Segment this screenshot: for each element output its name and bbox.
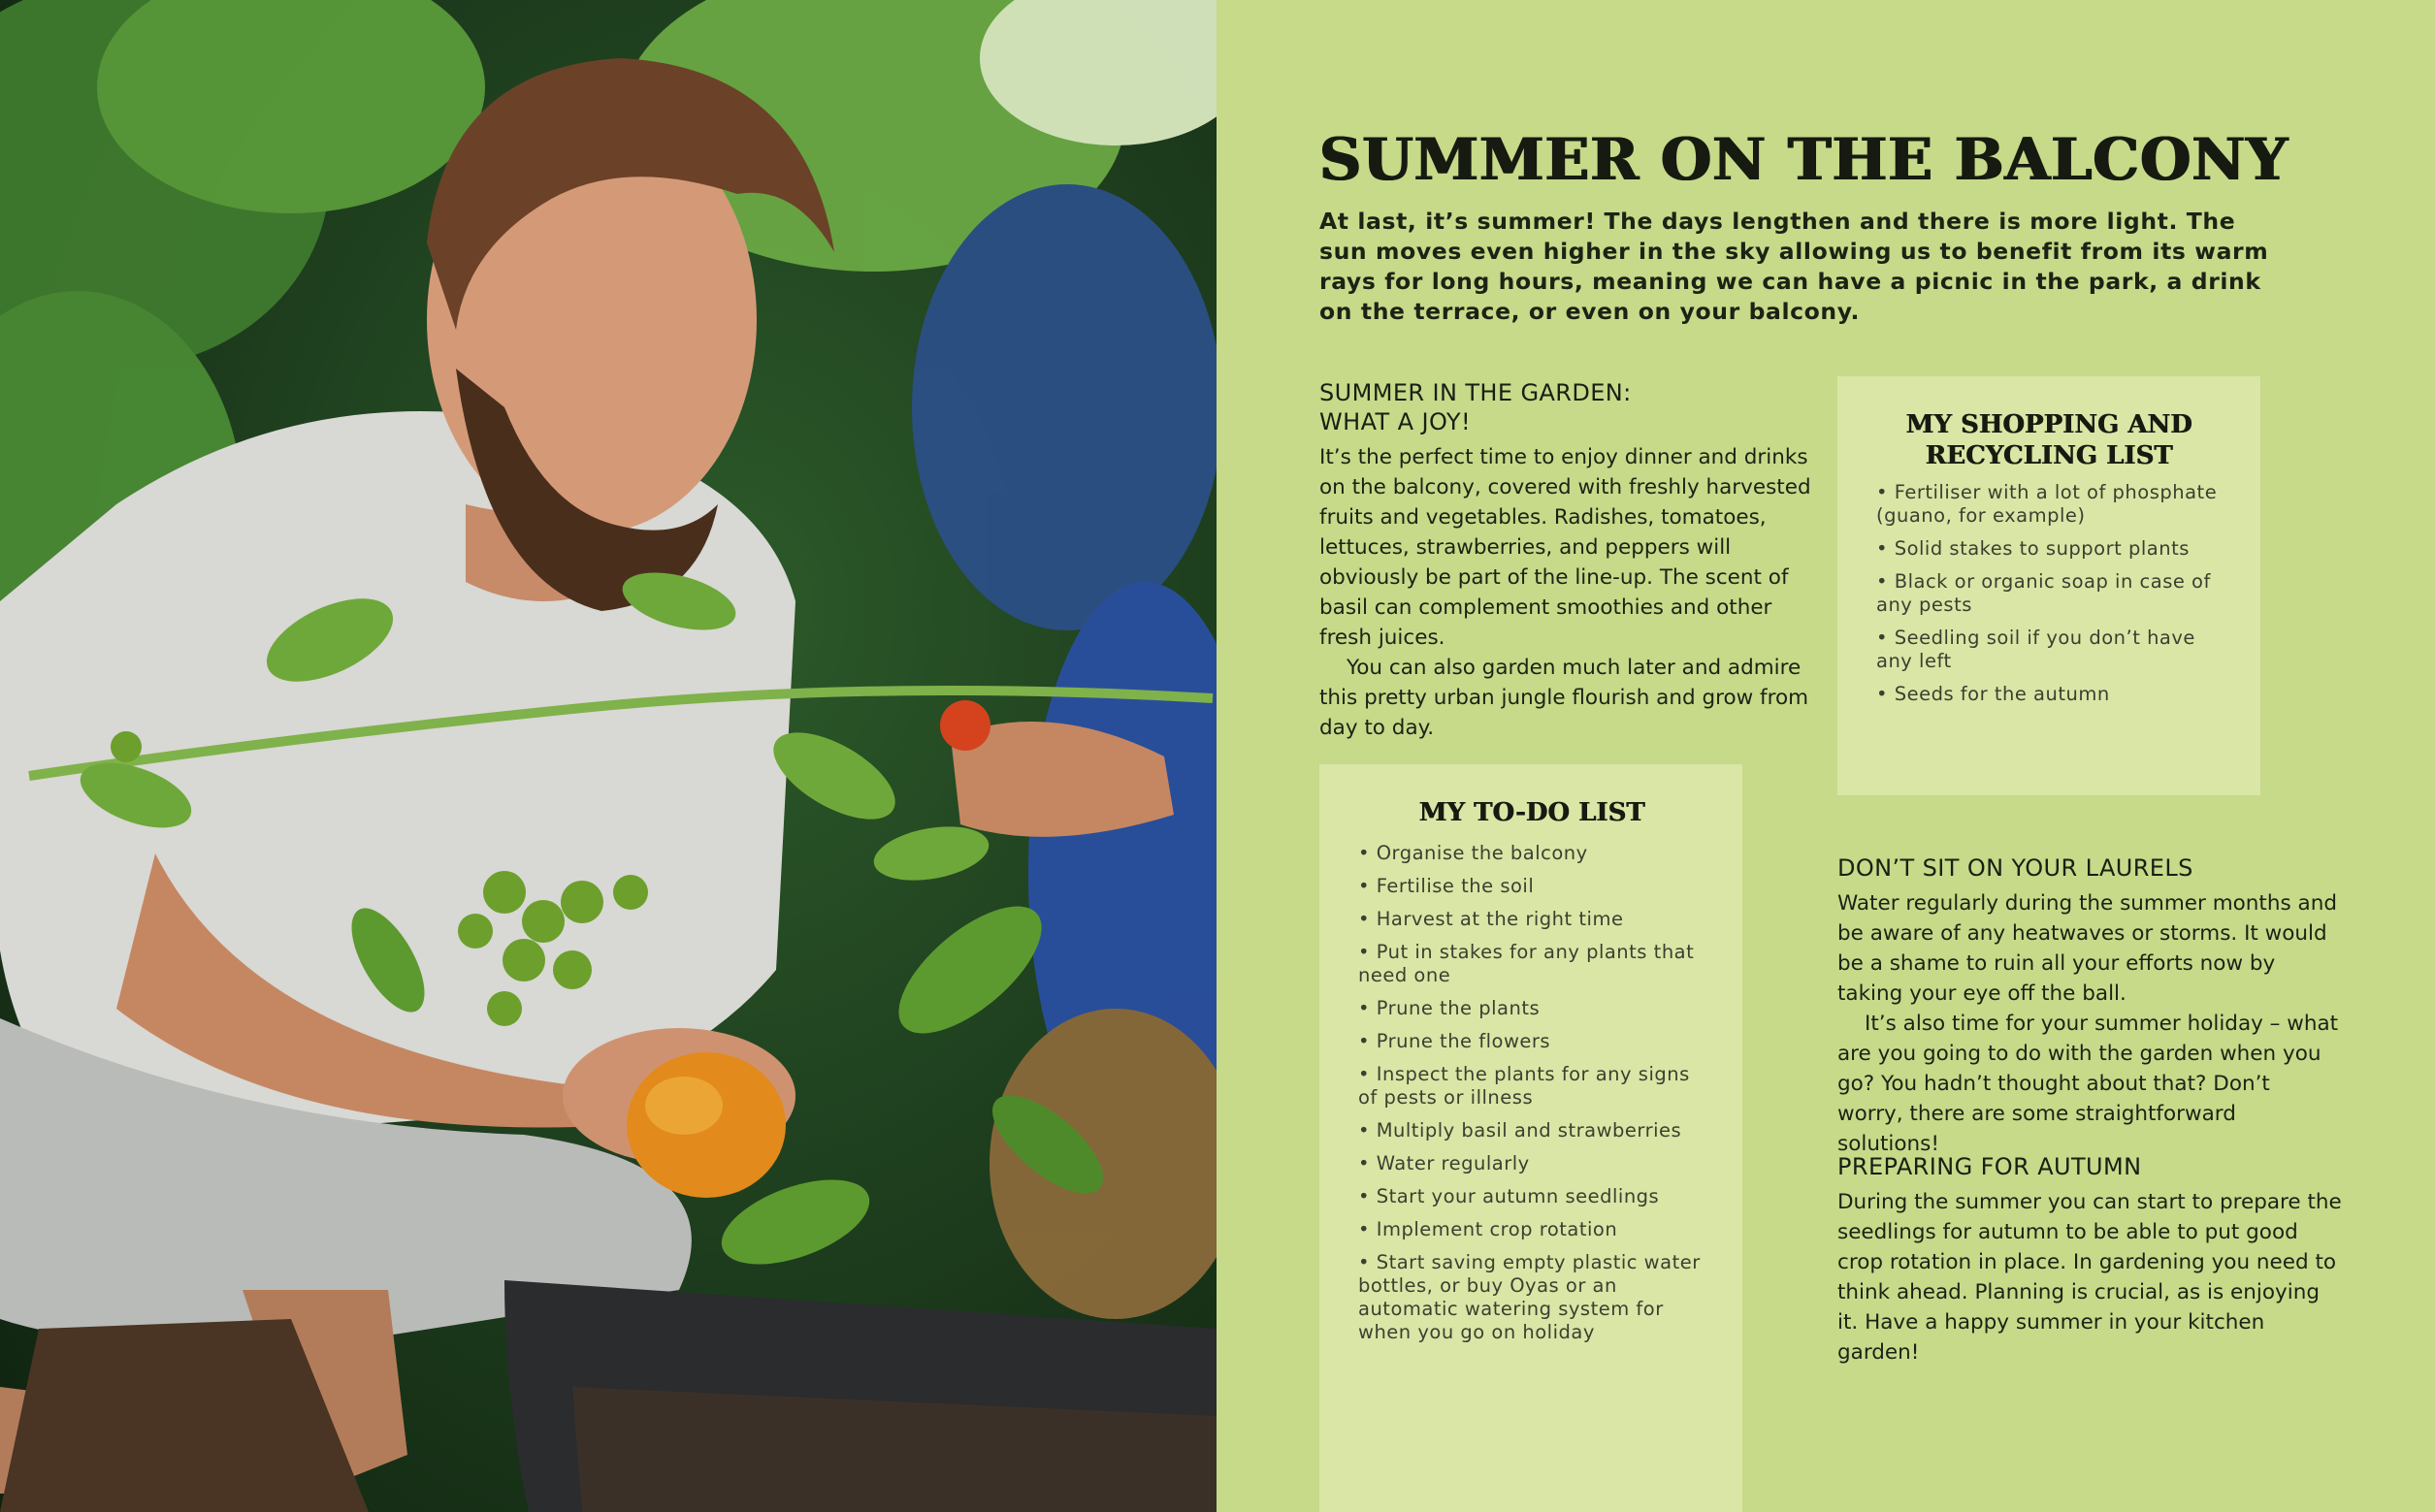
shopping-list-panel: [1837, 376, 2260, 795]
laurels-paragraph-1: Water regularly during the summer months and be aware of any heatwaves or storms. It would be a shame to ruin all your efforts now by taking your eye off the ball.: [1837, 891, 2337, 1006]
list-item: • Seeds for the autumn: [1876, 683, 2222, 706]
list-item: • Multiply basil and strawberries: [1358, 1119, 1705, 1142]
photo-illustration: [0, 0, 1217, 1512]
laurels-body: [1837, 888, 2342, 1159]
garden-paragraph-2: You can also garden much later and admire this pretty urban jungle flourish and grow from day to day.: [1319, 656, 1809, 740]
laurels-heading: DON’T SIT ON YOUR LAURELS: [1837, 854, 2193, 882]
list-item: • Black or organic soap in case of any pests: [1876, 570, 2222, 617]
intro-paragraph: At last, it’s summer! The days lengthen and there is more light. The sun moves even higher in the sky allowing us to benefit from its warm rays for long hours, meaning we can have a picnic in the park, a drink on the terrace, or even on your balcony.: [1319, 208, 2269, 325]
shopping-list: [1876, 481, 2222, 706]
shopping-title-line2: RECYCLING LIST: [1925, 441, 2173, 470]
list-item: • Solid stakes to support plants: [1876, 537, 2222, 561]
page-title: SUMMER ON THE BALCONY: [1319, 126, 2289, 194]
garden-body: [1319, 442, 1814, 743]
list-item: • Organise the balcony: [1358, 842, 1705, 865]
shopping-title-line1: MY SHOPPING AND: [1905, 410, 2192, 439]
list-item: • Prune the plants: [1358, 997, 1705, 1020]
autumn-paragraph-1: During the summer you can start to prepare the seedlings for autumn to be able to put good crop rotation in place. In gardening you need to think ahead. Planning is crucial, as is enjoying it. Have a happy summer in your kitchen garden!: [1837, 1190, 2342, 1365]
list-item: • Harvest at the right time: [1358, 908, 1705, 931]
autumn-heading: PREPARING FOR AUTUMN: [1837, 1153, 2142, 1180]
list-item: • Fertilise the soil: [1358, 875, 1705, 898]
todo-title: MY TO-DO LIST: [1418, 798, 1645, 827]
laurels-paragraph-2: It’s also time for your summer holiday – what are you going to do with the garden when you go? You hadn’t thought about that? Don’t worry, there are some straightforward solutions!: [1837, 1012, 2339, 1156]
list-item: • Seedling soil if you don’t have any left: [1876, 627, 2222, 673]
garden-section: [1319, 378, 1814, 743]
gardener-photo: [0, 0, 1217, 1512]
autumn-section: [1837, 1152, 2342, 1367]
list-item: • Water regularly: [1358, 1152, 1705, 1175]
list-item: • Start saving empty plastic water bottles, or buy Oyas or an automatic watering system for when you go on holiday: [1358, 1251, 1705, 1344]
list-item: • Prune the flowers: [1358, 1030, 1705, 1053]
list-item: • Start your autumn seedlings: [1358, 1185, 1705, 1208]
garden-heading-line1: SUMMER IN THE GARDEN:: [1319, 379, 1632, 406]
red-tomato: [940, 700, 990, 751]
list-item: • Put in stakes for any plants that need one: [1358, 941, 1705, 987]
todo-list-panel: [1319, 764, 1742, 1512]
laurels-section: [1837, 853, 2342, 1159]
todo-list: [1358, 842, 1705, 1344]
garden-paragraph-1: It’s the perfect time to enjoy dinner and drinks on the balcony, covered with freshly harvested fruits and vegetables. Radishes, tomatoes, lettuces, strawberries, and peppers will obviously be part of the line-up. The scent of basil can complement smoothies and other fresh juices.: [1319, 445, 1811, 650]
list-item: • Implement crop rotation: [1358, 1218, 1705, 1241]
list-item: • Inspect the plants for any signs of pests or illness: [1358, 1063, 1705, 1110]
list-item: • Fertiliser with a lot of phosphate (guano, for example): [1876, 481, 2222, 528]
garden-heading-line2: WHAT A JOY!: [1319, 408, 1472, 435]
autumn-body: [1837, 1187, 2342, 1367]
article-page: [1217, 0, 2435, 1512]
